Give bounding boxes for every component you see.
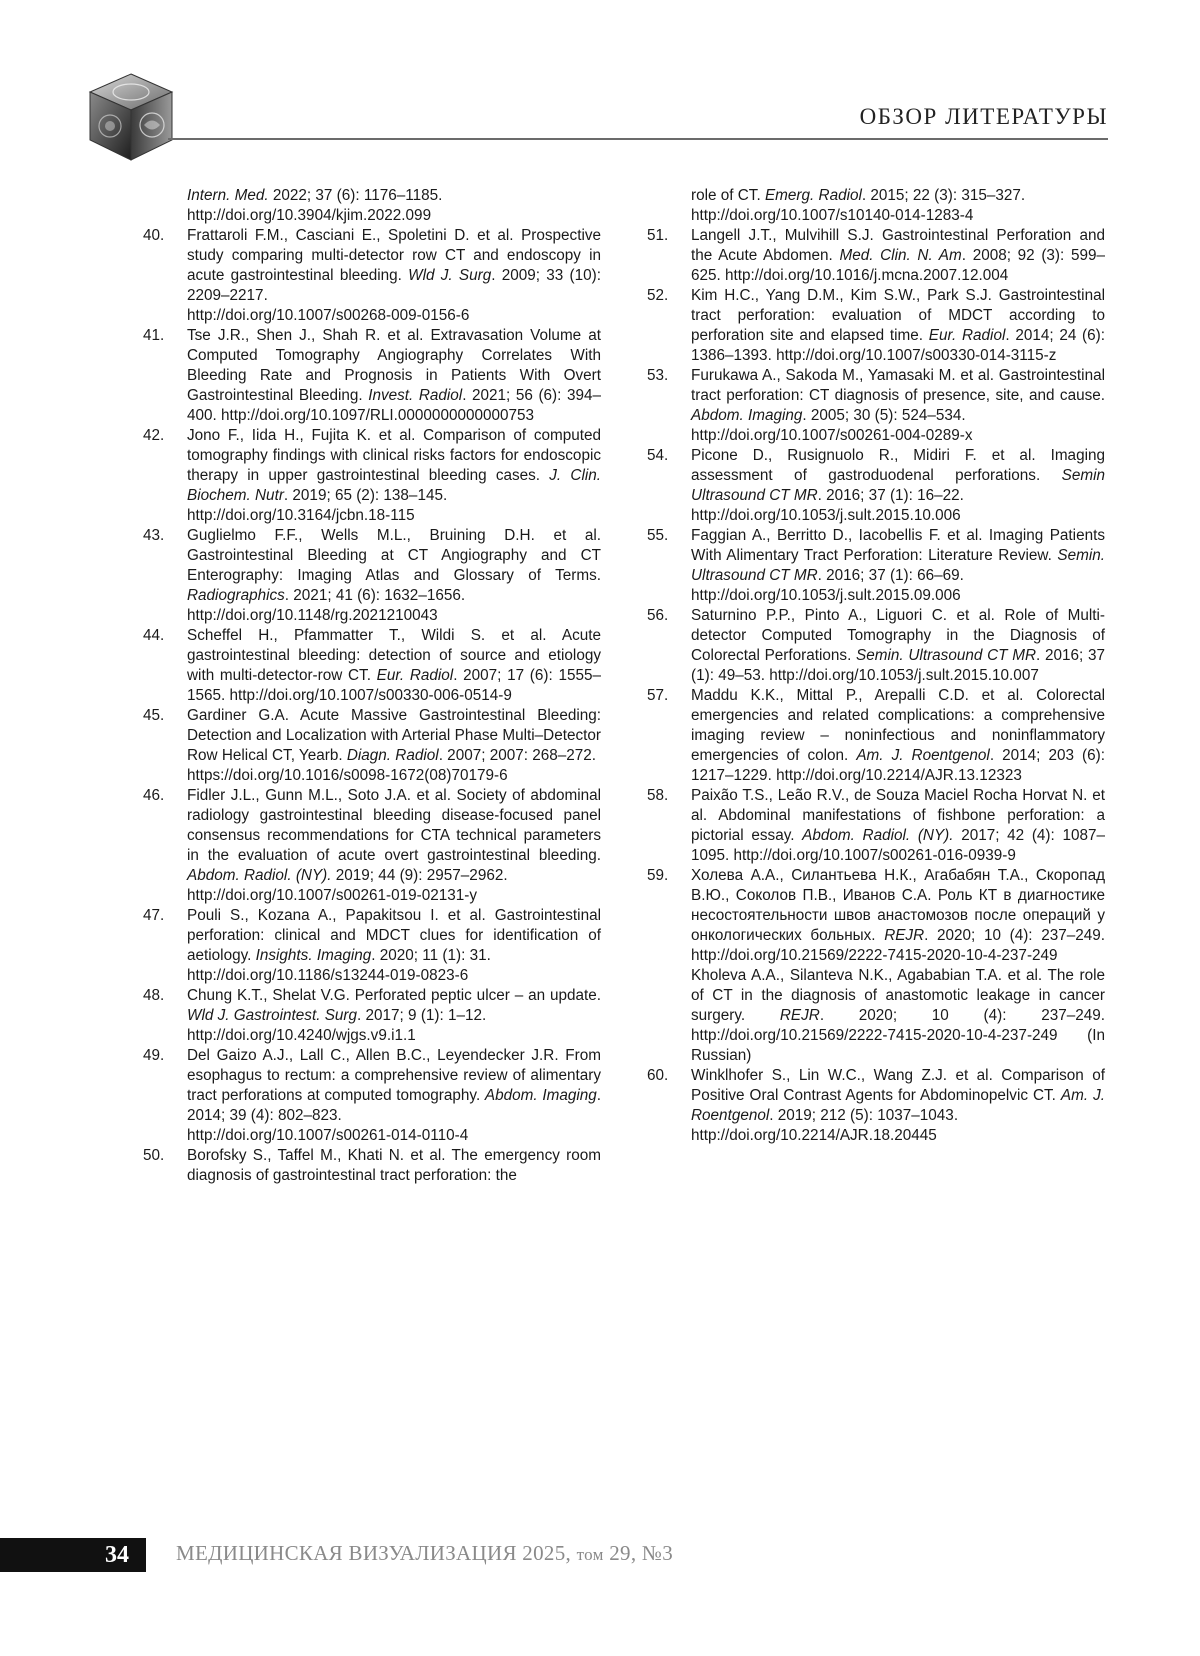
reference-segment: . 2008; 92 (3): 599–625. http://doi.org/10.1016/j.mcna.2007.12.004 (691, 247, 1105, 284)
reference-number: 44. (143, 627, 165, 644)
reference-entry (647, 866, 1105, 966)
reference-entry (143, 226, 601, 326)
reference-entry (143, 1046, 601, 1146)
reference-segment: Maddu K.K., Mittal P., Arepalli C.D. et al. Colorectal emergencies and related complications: a comprehensive imaging review – noninfectious and noninflammatory emergencies of colon. (691, 687, 1105, 764)
reference-doi-link[interactable]: http://doi.org/10.1053/j.sult.2015.10.006 (691, 507, 961, 524)
reference-segment: Pouli S., Kozana A., Papakitsou I. et al. Gastrointestinal perforation: clinical and MDCT clues for identification of aetiology. (187, 907, 601, 964)
reference-journal: Wld J. Gastrointest. Surg (187, 1007, 358, 1024)
reference-text (691, 366, 1105, 446)
reference-entry (647, 446, 1105, 526)
reference-segment: . 2020; 10 (4): 237–249. http://doi.org/10.21569/2222-7415-2020-10-4-237-249 (In Russian) (691, 1007, 1106, 1064)
reference-journal: Radiographics (187, 587, 285, 604)
reference-journal: Eur. Radiol (376, 667, 454, 684)
reference-segment: 2022; 37 (6): 1176–1185. (268, 187, 443, 204)
reference-number: 54. (647, 447, 669, 464)
reference-number: 55. (647, 527, 669, 544)
reference-entry (647, 966, 1105, 1066)
reference-segment: Jono F., Iida H., Fujita K. et al. Comparison of computed tomography findings with clinical risks factors for endoscopic therapy in upper gastrointestinal bleeding cases. (187, 427, 601, 484)
reference-segment: Scheffel H., Pfammatter T., Wildi S. et al. Acute gastrointestinal bleeding: detection of source and etiology with multi-detector-row CT. (187, 627, 601, 684)
reference-text (187, 426, 601, 526)
reference-entry (647, 286, 1105, 366)
reference-number: 58. (647, 787, 669, 804)
reference-number: 51. (647, 227, 669, 244)
volume-issue: 29, №3 (609, 1541, 674, 1565)
reference-doi-link[interactable]: http://doi.org/10.3164/jcbn.18-115 (187, 507, 415, 524)
reference-entry (647, 366, 1105, 446)
reference-journal: REJR (884, 927, 925, 944)
reference-journal: Abdom. Radiol. (NY). (802, 827, 954, 844)
reference-text (187, 186, 601, 226)
reference-journal: Am. J. Roentgenol (691, 1087, 1106, 1124)
reference-entry (143, 706, 601, 786)
reference-doi-link[interactable]: http://doi.org/10.1007/s00261-019-02131-y (187, 887, 478, 904)
reference-segment: role of CT. (691, 187, 765, 204)
reference-segment: Guglielmo F.F., Wells M.L., Bruining D.H. et al. Gastrointestinal Bleeding at CT Angiography and CT Enterography: Imaging Atlas and Glossary of Terms. (187, 527, 601, 584)
reference-entry (143, 626, 601, 706)
reference-segment: . 2016; 37 (1): 49–53. http://doi.org/10.1053/j.sult.2015.10.007 (691, 647, 1105, 684)
reference-entry (143, 1146, 601, 1186)
reference-number (647, 966, 691, 1066)
reference-text (691, 606, 1105, 686)
reference-journal: REJR (779, 1007, 820, 1024)
reference-number: 52. (647, 287, 669, 304)
reference-number (647, 186, 691, 226)
reference-segment: . 2020; 10 (4): 237–249. http://doi.org/10.21569/2222-7415-2020-10-4-237-249 (691, 927, 1105, 964)
header-divider (168, 138, 1108, 140)
reference-segment: Faggian A., Berritto D., Iacobellis F. et al. Imaging Patients With Alimentary Tract Perforation: Literature Review. (691, 527, 1105, 564)
reference-journal: Diagn. Radiol (346, 747, 439, 764)
reference-journal: Abdom. Imaging (691, 407, 803, 424)
reference-doi-link[interactable]: http://doi.org/10.1148/rg.2021210043 (187, 607, 438, 624)
reference-segment: 2019; 44 (9): 2957–2962. (331, 867, 508, 884)
reference-journal: Semin. Ultrasound CT MR (856, 647, 1036, 664)
reference-number: 59. (647, 867, 669, 884)
reference-segment: Picone D., Rusignuolo R., Midiri F. et al. Imaging assessment of gastroduodenal perforations. (691, 447, 1105, 484)
reference-text (187, 1046, 601, 1146)
reference-segment: Borofsky S., Taffel M., Khati N. et al. The emergency room diagnosis of gastrointestinal tract perforation: the (187, 1147, 601, 1184)
reference-segment: . 2009; 33 (10): 2209–2217. (187, 267, 601, 304)
reference-segment: Furukawa A., Sakoda M., Yamasaki M. et al. Gastrointestinal tract perforation: CT diagnosis of presence, site, and cause. (691, 367, 1105, 404)
reference-journal: Eur. Radiol (928, 327, 1006, 344)
reference-segment: . 2019; 212 (5): 1037–1043. (769, 1107, 959, 1124)
reference-journal: Abdom. Imaging (484, 1087, 597, 1104)
reference-text (187, 226, 601, 326)
reference-segment: Kholeva A.A., Silanteva N.K., Agababian T.A. et al. The role of CT in the diagnosis of anastomotic leakage in cancer surgery. (691, 967, 1105, 1024)
reference-number: 46. (143, 787, 165, 804)
reference-entry (647, 186, 1105, 226)
reference-segment: . 2014; 39 (4): 802–823. (187, 1087, 602, 1124)
reference-journal: Emerg. Radiol (764, 187, 862, 204)
reference-entry (143, 906, 601, 986)
reference-entry (647, 526, 1105, 606)
reference-doi-link[interactable]: http://doi.org/10.4240/wjgs.v9.i1.1 (187, 1027, 416, 1044)
reference-journal: Invest. Radiol (368, 387, 463, 404)
reference-journal: Am. J. Roentgenol (856, 747, 990, 764)
reference-text (691, 686, 1105, 786)
reference-text (691, 786, 1105, 866)
reference-segment: Winklhofer S., Lin W.C., Wang Z.J. et al. Comparison of Positive Oral Contrast Agents for Abdominopelvic CT. (691, 1067, 1105, 1104)
journal-logo-cube (84, 70, 178, 164)
reference-doi-link[interactable]: http://doi.org/10.2214/AJR.18.20445 (691, 1127, 937, 1144)
reference-segment: Saturnino P.P., Pinto A., Liguori C. et al. Role of Multi-detector Computed Tomography in the Diagnosis of Colorectal Perforations. (691, 607, 1105, 664)
reference-entry (647, 1066, 1105, 1146)
references-column-left (143, 186, 601, 1186)
reference-segment: . 2021; 56 (6): 394–400. http://doi.org/10.1097/RLI.0000000000000753 (187, 387, 601, 424)
reference-segment: . 2020; 11 (1): 31. (371, 947, 491, 964)
journal-name: МЕДИЦИНСКАЯ ВИЗУАЛИЗАЦИЯ 2025, (176, 1541, 572, 1565)
reference-number: 47. (143, 907, 165, 924)
reference-text (187, 786, 601, 906)
reference-segment: Tse J.R., Shen J., Shah R. et al. Extravasation Volume at Computed Tomography Angiography Correlates With Bleeding Rate and Prognosis in Patients With Overt Gastrointestinal Bleeding. (187, 327, 601, 404)
reference-text (691, 226, 1105, 286)
reference-entry (647, 686, 1105, 786)
reference-journal: Med. Clin. N. Am (839, 247, 962, 264)
reference-segment: 2017; 42 (4): 1087–1095. http://doi.org/10.1007/s00261-016-0939-9 (691, 827, 1105, 864)
reference-entry (647, 226, 1105, 286)
reference-entry (143, 426, 601, 526)
reference-segment: . 2014; 24 (6): 1386–1393. http://doi.org/10.1007/s00330-014-3115-z (691, 327, 1105, 364)
reference-doi-link[interactable]: http://doi.org/10.1007/s00268-009-0156-6 (187, 307, 470, 324)
reference-number: 49. (143, 1047, 165, 1064)
reference-segment: Холева А.А., Силантьева Н.К., Агабабян Т.А., Скоропад В.Ю., Соколов П.В., Иванов С.А. Роль КТ в диагностике несостоятельности швов анастомозов после операций у онкологических больных. (691, 867, 1105, 944)
reference-number: 48. (143, 987, 165, 1004)
reference-text (187, 1146, 601, 1186)
reference-doi-link[interactable]: http://doi.org/10.3904/kjim.2022.099 (187, 207, 432, 224)
reference-journal: Semin. Ultrasound CT MR (691, 547, 1105, 584)
reference-doi-link[interactable]: http://doi.org/10.1007/s10140-014-1283-4 (691, 207, 974, 224)
reference-doi-link[interactable]: https://doi.org/10.1016/s0098-1672(08)70179-6 (187, 767, 508, 784)
reference-text (187, 706, 601, 786)
reference-text (187, 986, 601, 1046)
reference-entry (143, 526, 601, 626)
reference-text (691, 526, 1105, 606)
reference-segment: Langell J.T., Mulvihill S.J. Gastrointestinal Perforation and the Acute Abdomen. (691, 227, 1105, 264)
reference-text (187, 526, 601, 626)
reference-number: 53. (647, 367, 669, 384)
reference-text (691, 966, 1105, 1066)
reference-number: 45. (143, 707, 165, 724)
reference-journal: Intern. Med. (187, 187, 269, 204)
reference-segment: . 2015; 22 (3): 315–327. (861, 187, 1026, 204)
reference-text (691, 186, 1105, 226)
reference-entry (143, 786, 601, 906)
reference-entry (647, 606, 1105, 686)
reference-segment: . 2016; 37 (1): 66–69. (817, 567, 964, 584)
reference-segment: Gardiner G.A. Acute Massive Gastrointestinal Bleeding: Detection and Localization with Arterial Phase Multi–Detector Row Helical CT, Yearb. (187, 707, 601, 764)
reference-segment: . 2005; 30 (5): 524–534. (802, 407, 966, 424)
reference-number: 41. (143, 327, 165, 344)
reference-text (691, 866, 1105, 966)
reference-doi-link[interactable]: http://doi.org/10.1186/s13244-019-0823-6 (187, 967, 469, 984)
reference-segment: Kim H.C., Yang D.M., Kim S.W., Park S.J. Gastrointestinal tract perforation: evaluation of MDCT according to perforation site and elapsed time. (691, 287, 1105, 344)
reference-text (691, 446, 1105, 526)
reference-journal: J. Clin. Biochem. Nutr (187, 467, 601, 504)
references-column-right (647, 186, 1105, 1146)
reference-segment: . 2017; 9 (1): 1–12. (357, 1007, 487, 1024)
reference-doi-link[interactable]: http://doi.org/10.1007/s00261-014-0110-4 (187, 1127, 469, 1144)
reference-entry (143, 986, 601, 1046)
reference-segment: . 2007; 17 (6): 1555–1565. http://doi.org/10.1007/s00330-006-0514-9 (187, 667, 601, 704)
reference-segment: . 2014; 203 (6): 1217–1229. http://doi.org/10.2214/AJR.13.12323 (691, 747, 1105, 784)
reference-doi-link[interactable]: http://doi.org/10.1053/j.sult.2015.09.006 (691, 587, 961, 604)
reference-number (143, 186, 187, 226)
reference-number: 42. (143, 427, 165, 444)
reference-text (187, 326, 601, 426)
section-title: ОБЗОР ЛИТЕРАТУРЫ (859, 104, 1108, 129)
reference-text (187, 906, 601, 986)
reference-journal: Insights. Imaging (255, 947, 372, 964)
reference-segment: Del Gaizo A.J., Lall C., Allen B.C., Leyendecker J.R. From esophagus to rectum: a comprehensive review of alimentary tract perforations at computed tomography. (187, 1047, 601, 1104)
reference-entry (143, 186, 601, 226)
reference-text (691, 286, 1105, 366)
reference-segment: Fidler J.L., Gunn M.L., Soto J.A. et al. Society of abdominal radiology gastrointestinal bleeding disease-focused panel consensus recommendations for CTA technical parameters in the evaluation of acute overt gastrointestinal bleeding. (187, 787, 601, 864)
reference-number: 60. (647, 1067, 669, 1084)
reference-text (187, 626, 601, 706)
reference-segment: . 2007; 2007: 268–272. (438, 747, 597, 764)
reference-journal: Wld J. Surg (408, 267, 492, 284)
reference-segment: . 2021; 41 (6): 1632–1656. (284, 587, 466, 604)
reference-number: 57. (647, 687, 669, 704)
reference-text (691, 1066, 1105, 1146)
reference-segment: Frattaroli F.M., Casciani E., Spoletini D. et al. Prospective study comparing multi-detector row CT and endoscopy in acute gastrointestinal bleeding. (187, 227, 601, 284)
reference-segment: . 2016; 37 (1): 16–22. (817, 487, 964, 504)
reference-segment: Paixão T.S., Leão R.V., de Souza Maciel Rocha Horvat N. et al. Abdominal manifestations of fishbone perforation: a pictorial essay. (691, 787, 1105, 844)
footer-journal-info (176, 1541, 673, 1566)
reference-number: 56. (647, 607, 669, 624)
reference-number: 50. (143, 1147, 165, 1164)
reference-segment: Chung K.T., Shelat V.G. Perforated peptic ulcer – an update. (187, 987, 601, 1004)
volume-word: том (576, 1545, 604, 1564)
reference-journal: Semin Ultrasound CT MR (691, 467, 1105, 504)
reference-segment: . 2019; 65 (2): 138–145. (283, 487, 448, 504)
reference-number: 43. (143, 527, 165, 544)
reference-doi-link[interactable]: http://doi.org/10.1007/s00261-004-0289-x (691, 427, 973, 444)
reference-entry (647, 786, 1105, 866)
reference-entry (143, 326, 601, 426)
reference-journal: Abdom. Radiol. (NY). (187, 867, 332, 884)
reference-number: 40. (143, 227, 165, 244)
page-number: 34 (105, 1542, 129, 1568)
